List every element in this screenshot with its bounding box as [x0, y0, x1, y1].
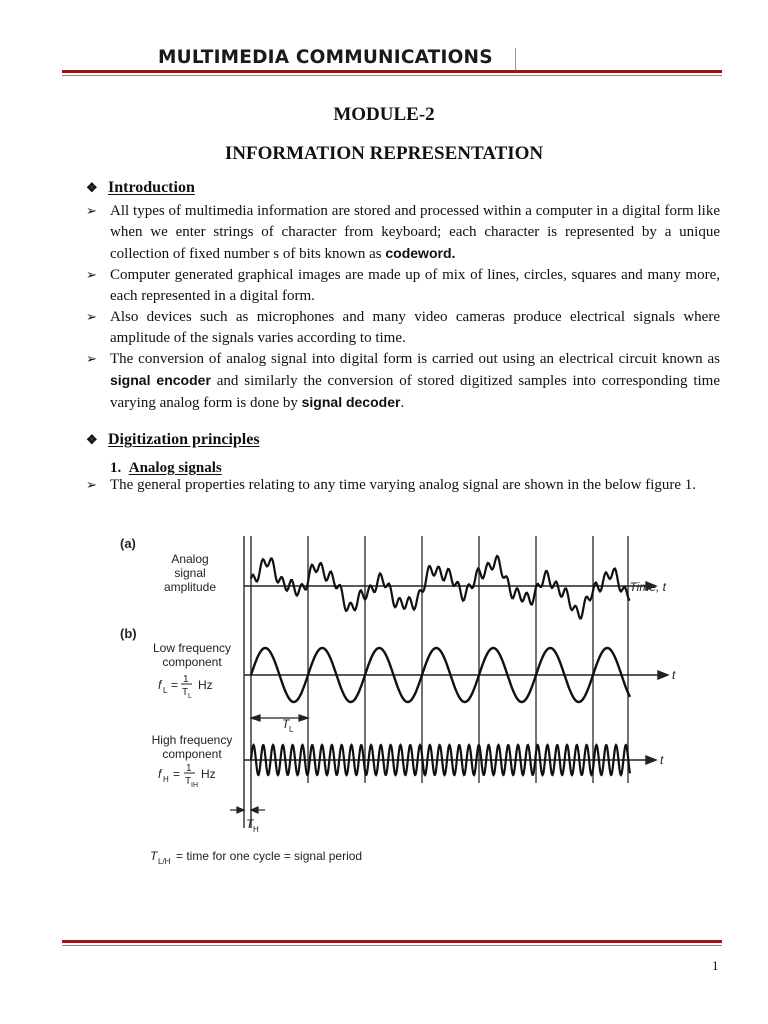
- svg-text:L/H: L/H: [158, 857, 171, 866]
- module-heading: MODULE-2: [333, 104, 435, 125]
- svg-text:1: 1: [183, 674, 189, 685]
- figure-analog-signal-components: [100, 528, 676, 873]
- panel-label-a: (a): [120, 536, 136, 551]
- svg-text:H: H: [253, 825, 259, 834]
- analog-label-line2: signal: [174, 566, 206, 580]
- low-frequency-label-line1: Low frequency: [152, 641, 232, 655]
- svg-text:T: T: [185, 776, 192, 787]
- analog-label-line1: Analog: [171, 552, 209, 566]
- term-codeword: codeword.: [385, 245, 456, 261]
- header-rule: [62, 70, 722, 76]
- introduction-bullet-list: [86, 201, 720, 414]
- diamond-bullet-icon: ❖: [86, 180, 98, 195]
- section-heading-digitization: ❖ Digitization principles: [86, 431, 260, 448]
- page-title: INFORMATION REPRESENTATION: [224, 143, 544, 164]
- panel-label-b: (b): [120, 626, 137, 641]
- page-number: 1: [712, 958, 719, 973]
- high-period-label: [246, 817, 259, 834]
- time-axis-label: Time, t: [629, 580, 666, 594]
- svg-text:L: L: [163, 686, 168, 695]
- svg-text:Hz: Hz: [201, 767, 216, 781]
- arrow-bullet-icon: ➢: [86, 478, 97, 493]
- high-frequency-label-line2: component: [162, 747, 222, 761]
- svg-text:T: T: [150, 849, 158, 863]
- high-frequency-formula: [158, 763, 216, 789]
- list-item: ➢ Also devices such as microphones and many video cameras produce electrical signals where amplitude of the signals varies according to time.: [86, 309, 720, 346]
- diamond-bullet-icon: ❖: [86, 432, 98, 447]
- footer-rule: [62, 940, 722, 946]
- arrow-bullet-icon: ➢: [86, 352, 97, 367]
- low-period-label: [282, 717, 294, 734]
- analog-label-line3: amplitude: [163, 580, 217, 594]
- figure-caption: [150, 849, 362, 866]
- arrow-right-icon: [658, 671, 668, 679]
- term-signal-decoder: signal decoder: [301, 394, 401, 410]
- time-axis-label-low: t: [672, 668, 676, 682]
- low-frequency-formula: [158, 674, 213, 700]
- svg-text:T: T: [282, 717, 290, 731]
- list-item: ➢ The general properties relating to any time varying analog signal are shown in the below figure 1.: [86, 475, 720, 496]
- subsection-heading: 1. Analog signals: [110, 460, 222, 476]
- time-axis-label-high: t: [660, 753, 664, 767]
- section-heading-introduction: ❖ Introduction: [86, 179, 195, 196]
- arrow-bullet-icon: ➢: [86, 204, 97, 219]
- svg-text:T: T: [182, 687, 189, 698]
- svg-text:f: f: [158, 767, 162, 781]
- list-item: ➢ All types of multimedia information are stored and processed within a computer in a digital form like when we enter strings of character from keyboard; each character is represented by a unique collection of fixed number s of bits known as codeword.: [86, 203, 720, 262]
- svg-text:L: L: [188, 693, 192, 700]
- list-item: ➢ Computer generated graphical images are made up of mix of lines, circles, squares and many more, each represented in a digital form.: [86, 267, 720, 304]
- high-frequency-label-line1: High frequency: [151, 733, 233, 747]
- svg-text:=: =: [173, 767, 181, 781]
- figure-grid: [244, 536, 251, 828]
- term-signal-encoder: signal encoder: [110, 372, 211, 388]
- arrow-bullet-icon: ➢: [86, 268, 97, 283]
- svg-text:=: =: [171, 678, 179, 692]
- svg-text:1: 1: [186, 763, 192, 774]
- list-item: ➢ The conversion of analog signal into digital form is carried out using an electrical circuit known as signal encoder and similarly the conversion of stored digitized samples into corresponding time varying analog form is done by signal decoder.: [86, 351, 720, 411]
- svg-text:H: H: [163, 775, 169, 784]
- header-divider-tick: [515, 48, 516, 70]
- digitization-bullet-list: [86, 475, 720, 496]
- svg-text:T: T: [246, 817, 254, 831]
- svg-text:Hz: Hz: [198, 678, 213, 692]
- svg-text:f: f: [158, 678, 162, 692]
- low-frequency-label-line2: component: [162, 655, 222, 669]
- svg-text:L: L: [289, 725, 294, 734]
- svg-text:= time for one cycle = signal: = time for one cycle = signal period: [176, 849, 363, 863]
- document-header-title: MULTIMEDIA COMMUNICATIONS: [158, 47, 493, 68]
- svg-text:IH: IH: [191, 782, 198, 789]
- arrow-bullet-icon: ➢: [86, 310, 97, 325]
- arrow-right-icon: [646, 756, 656, 764]
